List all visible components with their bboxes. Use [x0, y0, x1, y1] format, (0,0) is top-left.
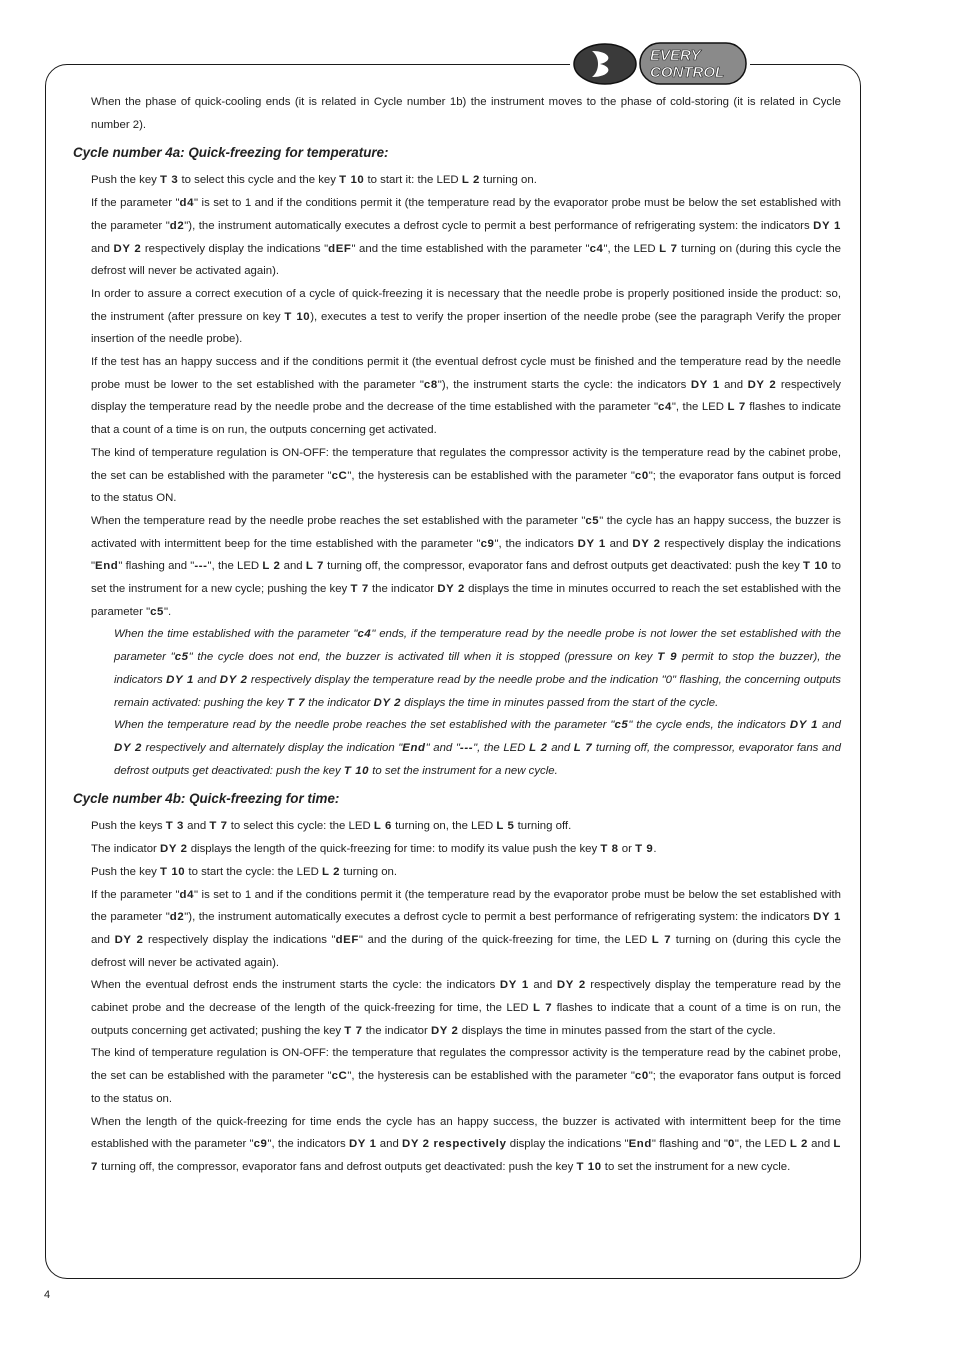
text-run: respectively display the indications ": [143, 933, 336, 946]
keyword: DY 2: [113, 242, 142, 255]
keyword: c9: [253, 1138, 268, 1151]
text-run: and: [719, 378, 748, 391]
keyword: End: [628, 1138, 652, 1151]
italic-note-paragraph: [73, 623, 841, 714]
keyword: c4: [658, 401, 672, 414]
text-run: display the indications ": [506, 1138, 629, 1151]
page-number: 4: [44, 1289, 51, 1301]
text-run: turning on.: [340, 865, 398, 878]
text-run: ", the hysteresis can be established with the parameter ": [347, 469, 635, 482]
keyword: T 7: [344, 1024, 363, 1037]
text-run: and: [807, 1138, 834, 1151]
body-paragraph: [73, 91, 841, 136]
text-run: When the eventual defrost ends the instrument starts the cycle: the indicators: [91, 979, 500, 992]
keyword: End: [402, 741, 426, 754]
text-run: flashes to indicate that a count of a time is on run, the outputs concerning get activated; pushing the key: [91, 1002, 841, 1037]
text-run: " and the during of the quick-freezing for time, the LED: [358, 933, 652, 946]
keyword: DY 1: [577, 537, 606, 550]
keyword: dEF: [328, 242, 352, 255]
keyword: DY 1: [348, 1138, 377, 1151]
text-run: turning off, the compressor, evaporator fans and defrost outputs get deactivated: push the key: [97, 1160, 577, 1173]
text-run: turning on, the LED: [391, 820, 497, 833]
body-paragraph: [73, 442, 841, 510]
keyword: L 5: [496, 820, 515, 833]
text-run: and: [605, 537, 633, 550]
text-run: the indicator: [362, 1024, 431, 1037]
text-run: and: [280, 560, 306, 573]
text-run: " the cycle does not end, the buzzer is activated till when it is stopped (pressure on key: [188, 651, 658, 664]
logo-text-control: CONTROL: [650, 64, 725, 81]
text-run: to set the instrument for a new cycle; pushing the key: [91, 560, 841, 596]
text-run: and: [376, 1138, 403, 1151]
body-paragraph: [73, 283, 841, 351]
text-run: When the phase of quick-cooling ends (it is related in Cycle number 1b) the instrument moves to the phase of cold-storing (it is related in Cycle number 2).: [91, 96, 841, 131]
text-run: turning off, the compressor, evaporator fans and defrost outputs get deactivated: push the key: [323, 560, 804, 573]
keyword: c5: [174, 651, 189, 664]
text-run: The kind of temperature regulation is ON-OFF: the temperature that regulates the compressor activity is the temperature read by the cabinet probe, the set can be established with the parameter ": [91, 446, 841, 482]
text-run: When the time established with the parameter ": [114, 628, 358, 641]
keyword: ---: [194, 560, 208, 573]
keyword: DY 1: [690, 378, 720, 391]
text-run: turning off, the compressor, evaporator fans and defrost outputs get deactivated: push the key: [114, 741, 841, 777]
keyword: c5: [150, 605, 164, 618]
keyword: T 9: [657, 651, 678, 664]
text-run: displays the time in minutes occurred to reach the set established with the parameter ": [91, 583, 841, 618]
keyword: DY 2: [437, 583, 465, 596]
text-run: to start it: the LED: [364, 174, 462, 187]
body-paragraph: [73, 169, 841, 192]
keyword: DY 1: [813, 911, 841, 924]
keyword: cC: [331, 469, 348, 482]
text-run: to set the instrument for a new cycle.: [601, 1160, 791, 1173]
text-run: and: [818, 719, 841, 732]
keyword: c0: [634, 469, 649, 482]
keyword: T 10: [343, 764, 370, 777]
text-run: to start the cycle: the LED: [185, 865, 322, 878]
text-run: "), the instrument automatically executes a defrost cycle to permit a best performance of refrigerating system: the indicators: [184, 911, 814, 924]
keyword: L 6: [373, 820, 392, 833]
text-run: respectively display the temperature read by the cabinet probe and the decrease of the length of the quick-freezing for time, the LED: [91, 979, 841, 1015]
keyword: End: [95, 560, 119, 573]
keyword: T 7: [286, 696, 306, 709]
keyword: L 7: [305, 560, 324, 573]
text-run: " is set to 1 and if the conditions permit it (the temperature read by the evaporator probe must be below the set established with the parameter ": [91, 197, 841, 232]
text-run: to select this cycle and the key: [178, 174, 340, 187]
text-run: " and ": [425, 741, 460, 754]
keyword: L 7: [659, 242, 678, 255]
keyword: d4: [179, 888, 195, 901]
keyword: DY 2: [114, 741, 142, 754]
text-run: the indicator: [368, 583, 438, 596]
text-run: and: [193, 673, 220, 686]
logo-text-every: EVERY: [650, 47, 701, 64]
keyword: DY 1: [166, 673, 194, 686]
text-run: respectively display the indications ": [91, 537, 841, 573]
text-run: to select this cycle: the LED: [227, 820, 374, 833]
keyword: DY 2: [373, 696, 402, 709]
text-run: " the cycle has an happy success, the buzzer is activated with intermittent beep for the time established with the parameter ": [91, 514, 841, 550]
text-run: and: [91, 242, 114, 255]
keyword: 0: [727, 1138, 735, 1151]
text-run: "), the instrument automatically executes a defrost cycle to permit a best performance of refrigerating system: the indicators: [184, 219, 814, 232]
keyword: DY 2 respectively: [402, 1138, 507, 1151]
body-paragraph: [73, 815, 841, 838]
keyword: DY 2: [556, 979, 586, 992]
every-control-logo: [570, 41, 750, 87]
text-run: ".: [164, 605, 172, 618]
text-run: " flashing and ": [118, 560, 195, 573]
text-run: flashes to indicate that a count of a time is on run, the outputs concerning get activated.: [91, 401, 841, 437]
keyword: T 7: [209, 820, 228, 833]
keyword: L 2: [529, 741, 548, 754]
text-run: turning off.: [514, 820, 572, 833]
text-run: ", the LED: [207, 560, 263, 573]
keyword: L 2: [321, 865, 341, 878]
text-run: If the parameter ": [91, 197, 180, 210]
keyword: c8: [423, 378, 438, 391]
keyword: L 7: [573, 741, 593, 754]
keyword: d2: [169, 219, 185, 232]
keyword: T 10: [576, 1160, 602, 1173]
text-run: turning on (during this cycle the defrost will never be activated again).: [91, 242, 841, 278]
keyword: cC: [331, 1070, 348, 1083]
text-run: ", the LED: [473, 741, 530, 754]
body-paragraph: [73, 884, 841, 975]
keyword: DY 2: [632, 537, 661, 550]
text-run: Cycle number 4a: Quick-freezing for temperature:: [73, 145, 389, 161]
keyword: ---: [459, 741, 474, 754]
text-run: ", the LED: [734, 1138, 790, 1151]
keyword: T 8: [600, 843, 619, 856]
text-run: and: [547, 741, 574, 754]
keyword: T 3: [160, 174, 179, 187]
text-run: permit to stop the buzzer), the indicators: [114, 651, 841, 686]
keyword: L 2: [262, 560, 281, 573]
keyword: L 7: [727, 401, 746, 414]
text-run: .: [653, 843, 657, 856]
text-run: to set the instrument for a new cycle.: [369, 764, 558, 777]
keyword: L 2: [789, 1138, 808, 1151]
keyword: DY 2: [160, 843, 188, 856]
text-run: respectively display the temperature read by the needle probe and the decrease of the time established with the parameter ": [91, 378, 841, 414]
text-run: respectively and alternately display the indication ": [141, 741, 403, 754]
body-paragraph: [73, 838, 841, 861]
text-run: the indicator: [305, 696, 374, 709]
text-run: In order to assure a correct execution of a cycle of quick-freezing it is necessary that the needle probe is properly positioned inside the product: so, the instrument (after pressure on key: [91, 287, 841, 323]
text-run: " the cycle ends, the indicators: [628, 719, 790, 732]
body-paragraph: [73, 192, 841, 283]
body-paragraph: [73, 1111, 841, 1179]
text-run: respectively display the temperature read by the needle probe and the indication "0" flashing, the concerning outputs remain activated: pushing the key: [114, 673, 841, 709]
text-run: turning on.: [479, 174, 537, 187]
keyword: DY 1: [499, 979, 529, 992]
keyword: d2: [169, 911, 185, 924]
keyword: T 10: [803, 560, 829, 573]
keyword: T 10: [284, 310, 311, 323]
text-run: and: [91, 933, 115, 946]
text-run: ", the LED: [603, 242, 660, 255]
keyword: c9: [480, 537, 495, 550]
keyword: T 3: [165, 820, 184, 833]
keyword: c4: [589, 242, 604, 255]
text-run: If the test has an happy success and if the conditions permit it (the eventual defrost cycle must be finished and the temperature read by the needle probe must be lower to the set established with the parameter ": [91, 356, 841, 391]
keyword: DY 1: [813, 219, 841, 232]
text-run: Push the keys: [91, 820, 166, 833]
keyword: DY 2: [747, 378, 777, 391]
text-run: When the length of the quick-freezing for time ends the cycle has an happy success, the buzzer is activated with intermittent beep for the time established with the parameter ": [91, 1115, 841, 1151]
keyword: c5: [614, 719, 629, 732]
section-heading: [73, 142, 841, 164]
text-run: The kind of temperature regulation is ON-OFF: the temperature that regulates the compressor activity is the temperature read by the cabinet probe, the set can be established with the parameter ": [91, 1047, 841, 1083]
text-run: Cycle number 4b: Quick-freezing for time:: [73, 791, 340, 807]
text-run: "), the instrument starts the cycle: the indicators: [437, 378, 691, 391]
keyword: T 10: [160, 865, 186, 878]
document-body: [73, 91, 841, 1179]
text-run: " flashing and ": [651, 1138, 728, 1151]
keyword: c4: [357, 628, 372, 641]
keyword: DY 1: [789, 719, 819, 732]
logo-graphic: [570, 41, 750, 87]
text-run: displays the time in minutes passed from the start of the cycle.: [458, 1024, 776, 1037]
keyword: DY 2: [219, 673, 248, 686]
text-run: and: [528, 979, 557, 992]
body-paragraph: [73, 974, 841, 1042]
text-run: turning on (during this cycle the defrost will never be activated again).: [91, 933, 841, 969]
text-run: displays the length of the quick-freezing for time: to modify its value push the key: [187, 843, 601, 856]
keyword: T 10: [339, 174, 365, 187]
italic-note-paragraph: [73, 714, 841, 782]
text-run: Push the key: [91, 865, 161, 878]
body-paragraph: [73, 351, 841, 442]
keyword: L 7: [651, 933, 672, 946]
body-paragraph: [73, 1042, 841, 1110]
text-run: The indicator: [91, 843, 161, 856]
body-paragraph: [73, 510, 841, 624]
section-heading: [73, 788, 841, 810]
text-run: displays the time in minutes passed from the start of the cycle.: [401, 696, 719, 709]
text-run: When the temperature read by the needle probe reaches the set established with the parameter ": [114, 719, 615, 732]
keyword: DY 2: [430, 1024, 459, 1037]
text-run: If the parameter ": [91, 888, 180, 901]
text-run: When the temperature read by the needle probe reaches the set established with the parameter ": [91, 514, 586, 527]
text-run: " ends, if the temperature read by the needle probe is not lower the set established with the parameter ": [114, 628, 842, 664]
keyword: T 9: [635, 843, 654, 856]
keyword: L 7: [532, 1002, 553, 1015]
keyword: c0: [634, 1070, 649, 1083]
body-paragraph: [73, 861, 841, 884]
keyword: L 7: [91, 1138, 841, 1173]
text-run: "; the evaporator fans output is forced to the status ON.: [91, 469, 841, 505]
text-run: and: [183, 820, 210, 833]
text-run: or: [618, 843, 636, 856]
text-run: ", the LED: [671, 401, 728, 414]
text-run: " and the time established with the parameter ": [351, 242, 590, 255]
text-run: respectively display the indications ": [141, 242, 329, 255]
keyword: c5: [585, 514, 600, 527]
text-run: "; the evaporator fans output is forced to the status on.: [91, 1070, 841, 1105]
text-run: ", the indicators: [267, 1138, 349, 1151]
keyword: DY 2: [114, 933, 144, 946]
keyword: L 2: [461, 174, 480, 187]
text-run: ", the hysteresis can be established with the parameter ": [347, 1070, 635, 1083]
keyword: d4: [179, 197, 195, 210]
text-run: ", the indicators: [494, 537, 578, 550]
text-run: ), executes a test to verify the proper insertion of the needle probe (see the paragraph Verify the proper insertion of the needle probe).: [91, 310, 841, 346]
keyword: T 7: [350, 583, 369, 596]
keyword: dEF: [335, 933, 359, 946]
text-run: " is set to 1 and if the conditions permit it (the temperature read by the evaporator probe must be below the set established with the parameter ": [91, 888, 841, 924]
text-run: Push the key: [91, 174, 161, 187]
